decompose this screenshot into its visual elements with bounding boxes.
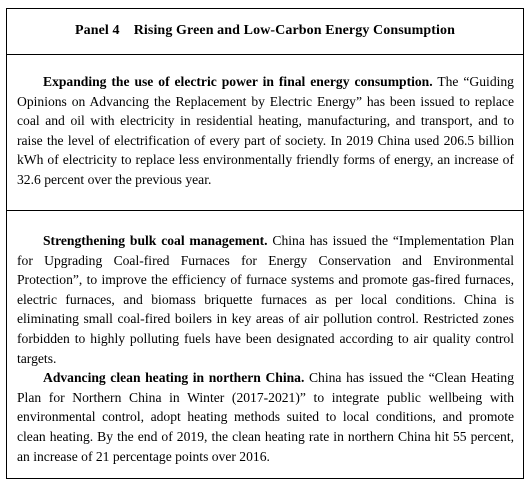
paragraph-electric-power [17,72,514,190]
panel-box [6,8,524,479]
section-electric-power [7,55,523,211]
panel-title-row [7,9,523,55]
section-coal-and-heating [7,211,523,466]
paragraph-heading: Advancing clean heating in northern China. [43,370,305,386]
paragraph-body: China has issued the “Implementation Plan for Upgrading Coal-fired Furnaces for Energy Conservation and Environmental Protection”, to improve the efficiency of furnace systems and promote gas-fired furnaces, electric furnaces, and biomass briquette furnaces as per local conditions. China is eliminating small coal-fired boilers in key areas of air pollution control. Restricted zones forbidden to highly polluting fuels have been designated according to air quality control targets. [17,233,514,366]
paragraph-heading: Strengthening bulk coal management. [43,233,268,248]
paragraph-clean-heating [17,368,514,466]
paragraph-body: The “Guiding Opinions on Advancing the Replacement by Electric Energy” has been issued to replace coal and oil with electricity in residential heating, manufacturing, and transport, and to raise the level of electrification of every part of society. In 2019 China used 206.5 billion kWh of electricity to replace less environmentally friendly forms of energy, an increase of 32.6 percent over the previous year. [17,74,514,187]
paragraph-body: China has issued the “Clean Heating Plan for Northern China in Winter (2017-2021)” to integrate public wellbeing with environmental control, adopt heating methods suited to local conditions, and promote clean heating. By the end of 2019, the clean heating rate in northern China hit 55 percent, an increase of 21 percentage points over 2016. [17,370,514,464]
panel-title: Panel 4 Rising Green and Low-Carbon Energy Consumption [74,22,456,38]
paragraph-heading: Expanding the use of electric power in final energy consumption. [43,74,433,89]
paragraph-bulk-coal [17,231,514,368]
